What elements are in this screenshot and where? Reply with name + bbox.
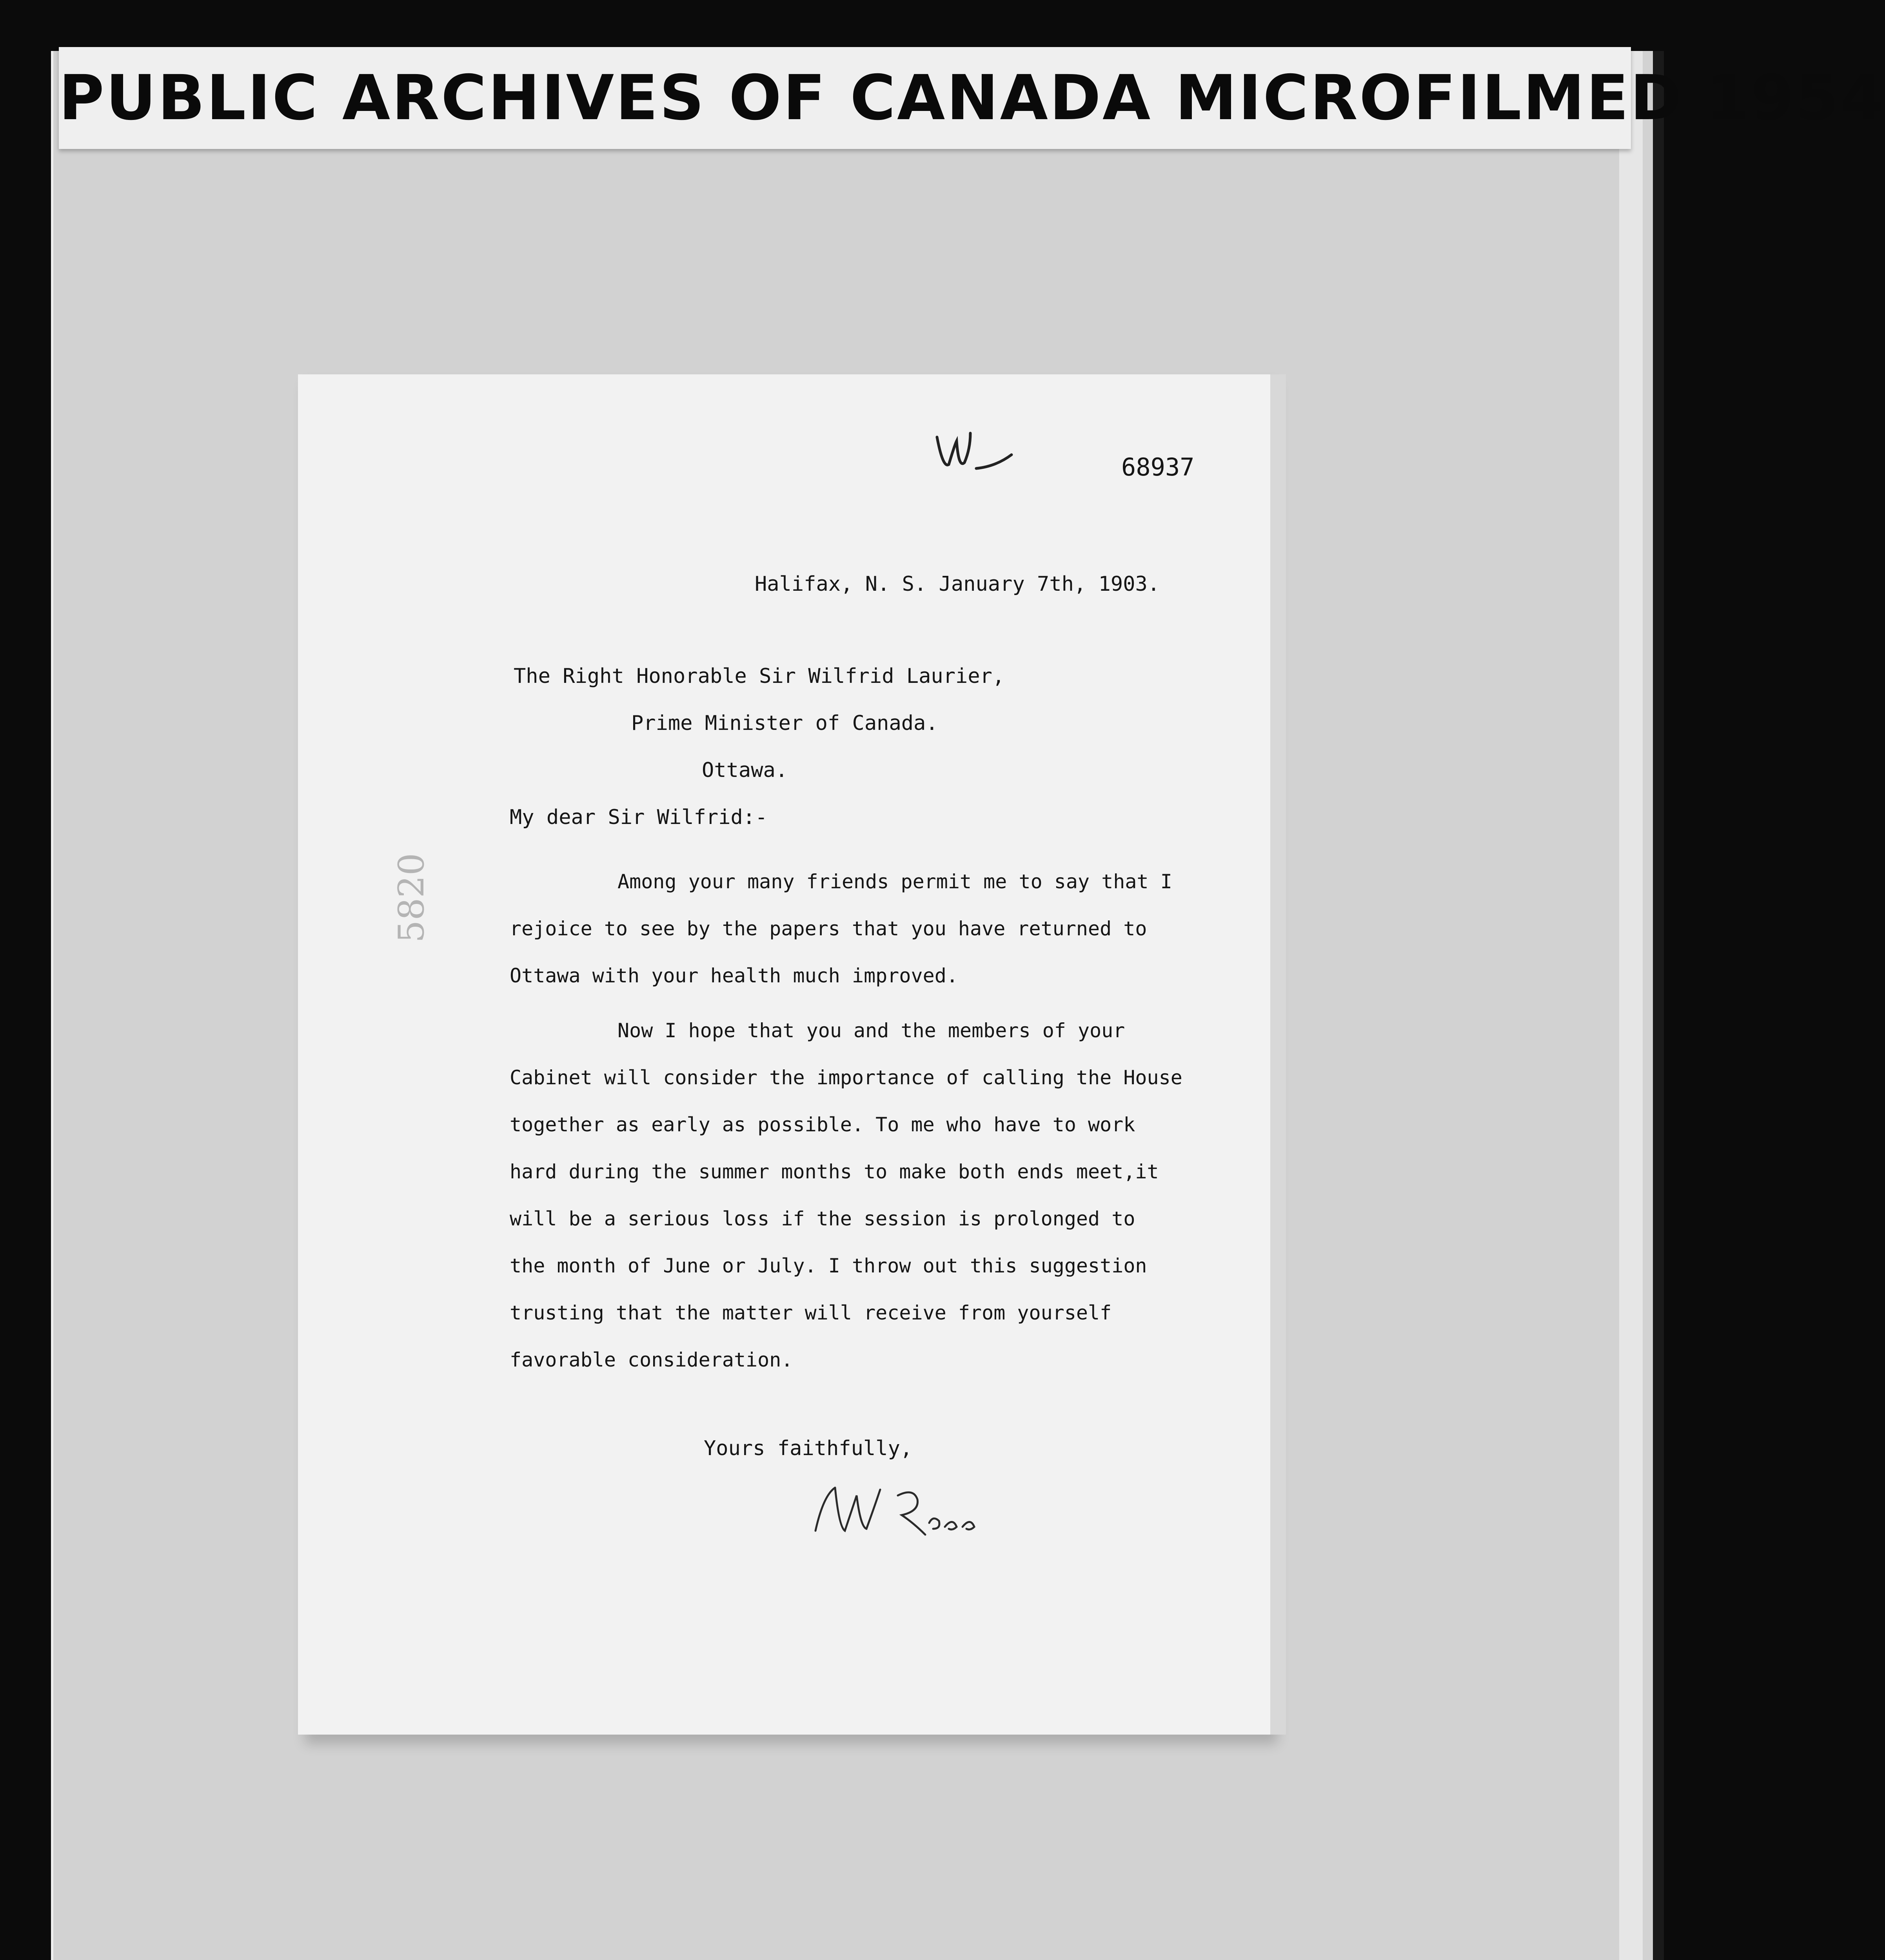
body-line: favorable consideration. <box>510 1348 793 1371</box>
body-line: rejoice to see by the papers that you have returned to <box>510 917 1147 940</box>
letter-closing: Yours faithfully, <box>704 1437 913 1460</box>
body-line: the month of June or July. I throw out this suggestion <box>510 1254 1147 1277</box>
board-edge <box>1619 51 1643 1960</box>
handwritten-signature <box>808 1472 1004 1550</box>
archive-header-title: PUBLIC ARCHIVES OF CANADA MICROFILMED 1954 <box>59 62 1885 134</box>
svg-text:5820: 5820 <box>391 853 432 943</box>
body-line: Cabinet will consider the importance of calling the House <box>510 1066 1182 1089</box>
page-edge-shadow <box>1270 374 1286 1735</box>
body-line: trusting that the matter will receive from yourself <box>510 1301 1112 1324</box>
body-line: together as early as possible. To me who have to work <box>510 1113 1135 1136</box>
body-line: Now I hope that you and the members of your <box>617 1019 1125 1042</box>
body-line: hard during the summer months to make both ends meet,it <box>510 1160 1159 1183</box>
body-line: will be a serious loss if the session is prolonged to <box>510 1207 1135 1230</box>
handwritten-initial-mark <box>933 421 1027 480</box>
recipient-name: The Right Honorable Sir Wilfrid Laurier, <box>514 664 1005 688</box>
body-line: Ottawa with your health much improved. <box>510 964 958 987</box>
salutation: My dear Sir Wilfrid:- <box>510 806 768 829</box>
recipient-title: Prime Minister of Canada. <box>631 711 938 735</box>
recipient-city: Ottawa. <box>702 759 788 782</box>
margin-handwritten-number <box>372 853 459 947</box>
letter-date-line: Halifax, N. S. January 7th, 1903. <box>755 572 1160 596</box>
letter-page <box>298 374 1270 1735</box>
document-number: 68937 <box>1121 453 1195 481</box>
body-line: Among your many friends permit me to say that I <box>617 870 1172 893</box>
archive-header-banner <box>59 47 1885 149</box>
